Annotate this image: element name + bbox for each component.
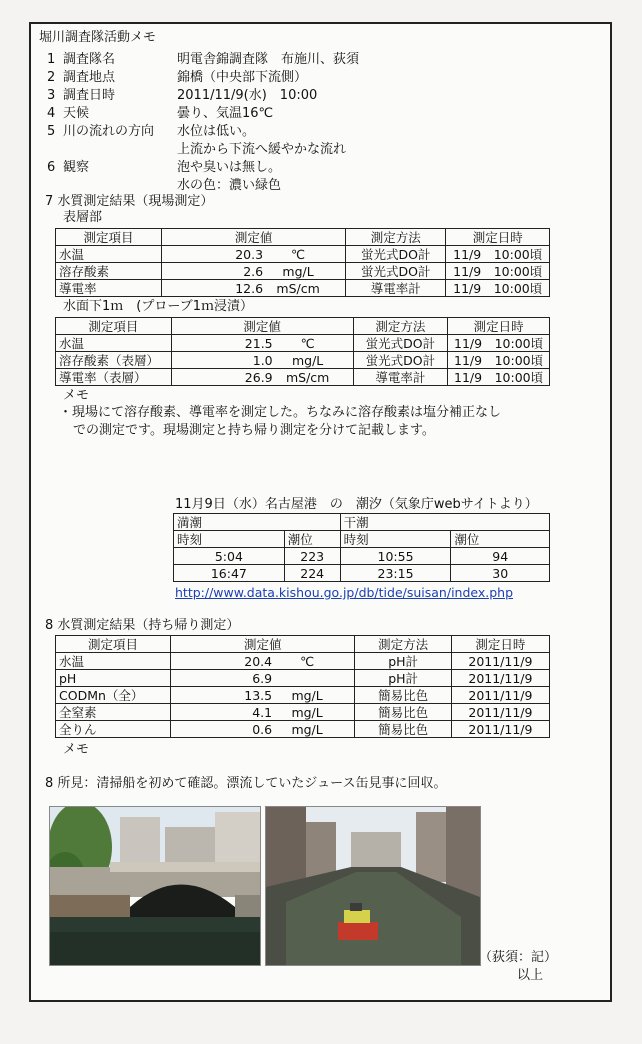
tide-source-link[interactable]: http://www.data.kishou.go.jp/db/tide/suisan/index.php [175, 585, 514, 600]
info-value: 曇り、気温16℃ [177, 106, 274, 121]
author-note: （荻須：記） [479, 950, 558, 965]
header-cell: 測定値 [162, 229, 346, 246]
high-tide-label: 満潮 [174, 514, 341, 531]
value-cell [162, 280, 346, 297]
value-unit: mS/cm [276, 280, 320, 296]
header-cell: 測定項目 [56, 229, 162, 246]
method-cell: 簡易比色 [355, 687, 451, 704]
low-time: 10:55 [340, 548, 451, 565]
value-cell [171, 369, 353, 386]
value-cell [171, 687, 355, 704]
tide-time-header: 時刻 [174, 531, 285, 548]
method-cell: pH計 [355, 670, 451, 687]
info-value: 錦橋（中央部下流側） [177, 70, 308, 85]
value-number: 1.0 [252, 352, 273, 368]
item-cell: 溶存酸素（表層） [56, 352, 172, 369]
value-number: 20.4 [244, 653, 273, 669]
method-cell: 簡易比色 [355, 704, 451, 721]
high-level: 223 [284, 548, 340, 565]
header-cell: 測定日時 [446, 229, 550, 246]
low-time: 23:15 [340, 565, 451, 582]
table-header-row [56, 636, 550, 653]
value-cell [171, 670, 355, 687]
high-level: 224 [284, 565, 340, 582]
value-cell [171, 335, 353, 352]
value-number: 20.3 [235, 246, 264, 262]
table-header-row [56, 229, 550, 246]
header-cell: 測定項目 [56, 318, 172, 335]
info-label: 川の流れの方向 [63, 124, 155, 139]
date-cell: 2011/11/9 [451, 721, 549, 738]
end-mark: 以上 [517, 968, 544, 983]
value-cell [162, 263, 346, 280]
value-cell [171, 352, 353, 369]
tide-title: 11月9日（水）名古屋港 の 潮汐（気象庁webサイトより） [175, 497, 538, 512]
table-row [56, 670, 550, 687]
document-title: 堀川調査隊活動メモ [39, 30, 157, 45]
method-cell: pH計 [355, 653, 451, 670]
value-unit: ℃ [300, 335, 315, 351]
section7-heading: 7 水質測定結果（現場測定） [45, 194, 214, 209]
depth-table [55, 317, 550, 386]
table-row [56, 721, 550, 738]
date-cell: 2011/11/9 [451, 653, 549, 670]
date-cell: 11/9 10:00頃 [446, 263, 550, 280]
table-header-row [56, 318, 550, 335]
memo-label-1: メモ [63, 388, 90, 403]
info-num: 3 [47, 88, 56, 103]
value-unit: mS/cm [285, 369, 330, 385]
value-number: 0.6 [252, 721, 273, 737]
table-row [56, 280, 550, 297]
item-cell: 水温 [56, 335, 172, 352]
value-number: 26.9 [244, 369, 273, 385]
info-num: 1 [47, 52, 56, 67]
value-unit: mg/L [291, 704, 323, 720]
header-cell: 測定日時 [451, 636, 549, 653]
method-cell: 導電率計 [353, 369, 448, 386]
info-label: 観察 [63, 160, 90, 175]
tide-time-header: 時刻 [340, 531, 451, 548]
item-cell: CODMn（全） [56, 687, 171, 704]
info-num: 6 [47, 160, 56, 175]
item-cell: 全りん [56, 721, 171, 738]
value-unit: mg/L [291, 721, 323, 737]
high-time: 5:04 [174, 548, 285, 565]
info-num: 5 [47, 124, 56, 139]
tide-header-row [174, 531, 550, 548]
memo-line-1: ・現場にて溶存酸素、導電率を測定した。ちなみに溶存酸素は塩分補正なし [59, 405, 502, 420]
value-cell [171, 721, 355, 738]
info-value: 水位は低い。 [177, 124, 256, 139]
table-row [56, 687, 550, 704]
table-row [56, 653, 550, 670]
tide-row [174, 548, 550, 565]
method-cell: 蛍光式DO計 [346, 246, 446, 263]
item-cell: 導電率（表層） [56, 369, 172, 386]
memo-sheet [29, 22, 612, 1002]
section7-sub2: 水面下1ｍ (プローブ1ｍ浸漬） [63, 299, 253, 314]
value-unit: mg/L [291, 687, 323, 703]
tide-level-header: 潮位 [451, 531, 550, 548]
section7-sub1: 表層部 [63, 210, 103, 225]
method-cell: 蛍光式DO計 [346, 263, 446, 280]
date-cell: 2011/11/9 [451, 687, 549, 704]
header-cell: 測定方法 [346, 229, 446, 246]
date-cell: 11/9 10:00頃 [448, 335, 550, 352]
tide-level-header: 潮位 [284, 531, 340, 548]
item-cell: 導電率 [56, 280, 162, 297]
value-unit: ℃ [291, 246, 306, 262]
value-cell [171, 653, 355, 670]
lab-table [55, 635, 550, 738]
info-num: 4 [47, 106, 56, 121]
info-value: 明電舎錦調査隊 布施川、荻須 [177, 52, 360, 67]
info-label: 調査地点 [63, 70, 116, 85]
info-value-2: 水の色：濃い緑色 [177, 178, 282, 193]
value-number: 4.1 [252, 704, 273, 720]
memo-line-2: での測定です。現場測定と持ち帰り測定を分けて記載します。 [73, 423, 435, 438]
date-cell: 11/9 10:00頃 [448, 352, 550, 369]
value-cell [171, 704, 355, 721]
table-row [56, 246, 550, 263]
info-value-2: 上流から下流へ緩やかな流れ [177, 142, 347, 157]
info-label: 調査日時 [63, 88, 116, 103]
tide-table [173, 513, 550, 582]
table-row [56, 352, 550, 369]
value-number: 13.5 [244, 687, 273, 703]
value-number: 2.6 [243, 263, 264, 279]
value-unit: ℃ [300, 653, 315, 669]
method-cell: 簡易比色 [355, 721, 451, 738]
value-number: 21.5 [244, 335, 273, 351]
header-cell: 測定項目 [56, 636, 171, 653]
bridge-photo [49, 806, 261, 966]
boat-photo [265, 806, 481, 966]
item-cell: 水温 [56, 246, 162, 263]
low-tide-label: 干潮 [340, 514, 549, 531]
table-row [56, 335, 550, 352]
header-cell: 測定値 [171, 636, 355, 653]
tide-row [174, 565, 550, 582]
header-cell: 測定値 [171, 318, 353, 335]
value-unit: mg/L [282, 263, 314, 279]
date-cell: 11/9 10:00頃 [448, 369, 550, 386]
memo-label-2: メモ [63, 742, 90, 757]
value-number: 12.6 [235, 280, 264, 296]
findings: 8 所見：清掃船を初めて確認。漂流していたジュース缶見事に回収。 [45, 776, 447, 791]
info-label: 調査隊名 [63, 52, 116, 67]
value-number: 6.9 [252, 670, 273, 686]
item-cell: 全窒素 [56, 704, 171, 721]
header-cell: 測定方法 [353, 318, 448, 335]
item-cell: 水温 [56, 653, 171, 670]
info-value: 泡や臭いは無し。 [177, 160, 282, 175]
item-cell: pH [56, 670, 171, 687]
method-cell: 蛍光式DO計 [353, 335, 448, 352]
date-cell: 2011/11/9 [451, 704, 549, 721]
info-value: 2011/11/9(水) 10:00 [177, 88, 318, 103]
surface-table [55, 228, 550, 297]
date-cell: 2011/11/9 [451, 670, 549, 687]
high-time: 16:47 [174, 565, 285, 582]
value-unit: mg/L [291, 352, 324, 368]
info-num: 2 [47, 70, 56, 85]
section8-heading: 8 水質測定結果（持ち帰り測定） [45, 618, 240, 633]
info-label: 天候 [63, 106, 90, 121]
low-level: 94 [451, 548, 550, 565]
value-cell [162, 246, 346, 263]
date-cell: 11/9 10:00頃 [446, 280, 550, 297]
table-row [56, 263, 550, 280]
item-cell: 溶存酸素 [56, 263, 162, 280]
date-cell: 11/9 10:00頃 [446, 246, 550, 263]
table-row [56, 369, 550, 386]
method-cell: 蛍光式DO計 [353, 352, 448, 369]
header-cell: 測定方法 [355, 636, 451, 653]
low-level: 30 [451, 565, 550, 582]
table-row [56, 704, 550, 721]
header-cell: 測定日時 [448, 318, 550, 335]
tide-group-row [174, 514, 550, 531]
method-cell: 導電率計 [346, 280, 446, 297]
